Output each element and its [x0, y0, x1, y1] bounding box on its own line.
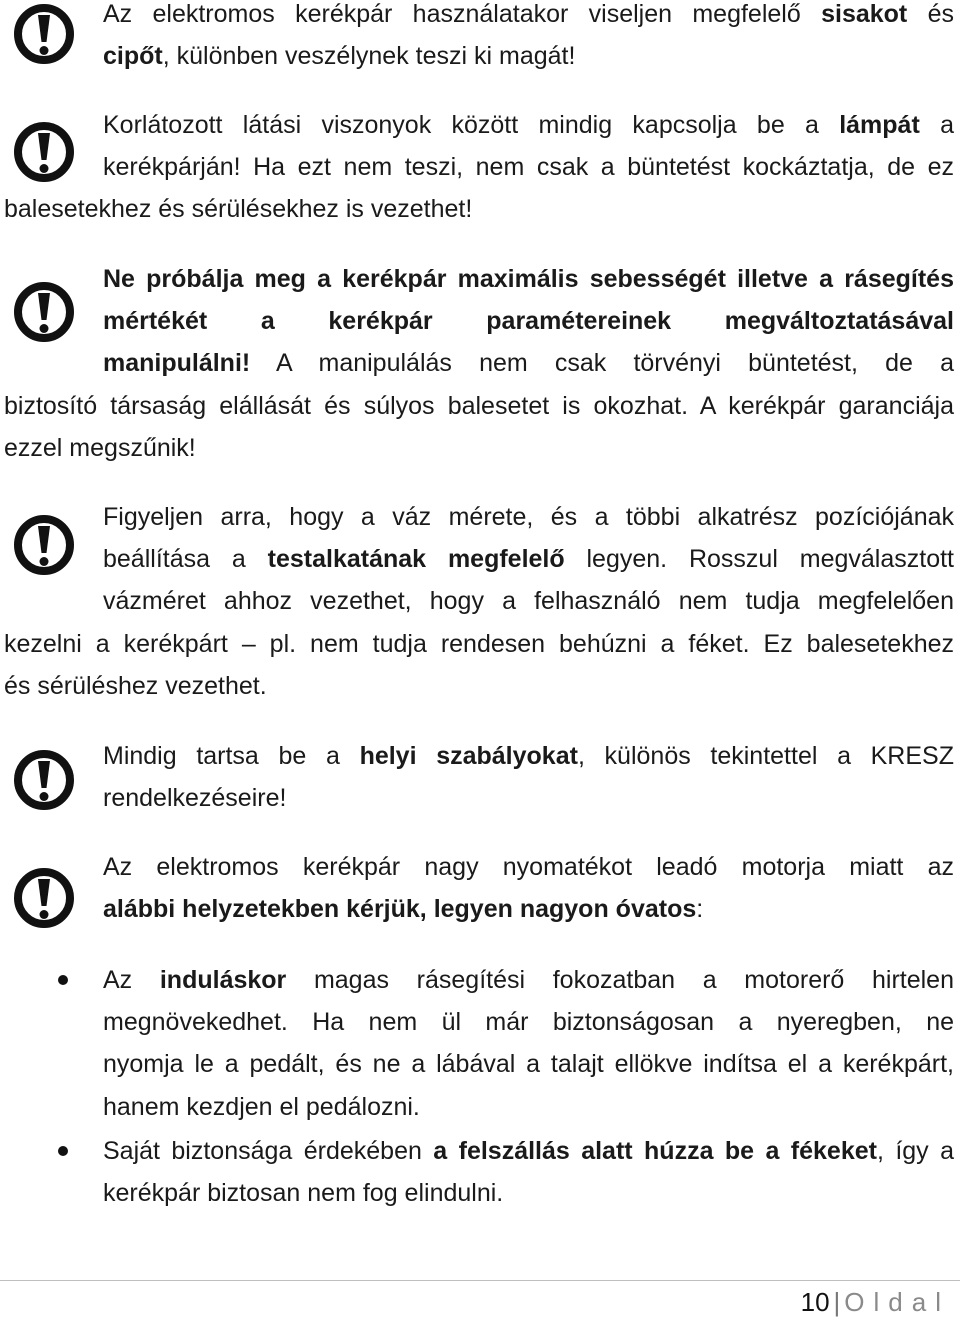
text-line	[4, 735, 954, 777]
text-line	[4, 0, 954, 35]
bold-text: induláskor	[159, 966, 287, 994]
text-run: Figyeljen arra, hogy a váz mérete, és a többi alkatrész pozíciójának	[103, 503, 954, 531]
text-run: kezelni a kerékpárt – pl. nem tudja rendesen behúzni a féket. Ez balesetekhez	[4, 629, 954, 658]
text-line	[4, 146, 954, 188]
text-line	[4, 1043, 954, 1085]
text-run: :	[696, 895, 704, 924]
text-run: nyomja le a pedált, és ne a lábával a talajt ellökve indítsa el a kerékpárt,	[103, 1050, 954, 1079]
bold-text: a felszállás alatt húzza be a fékeket	[433, 1137, 877, 1165]
text-line	[4, 846, 954, 888]
bold-text: alábbi helyzetekben kérjük, legyen nagyon óvatos	[103, 895, 697, 924]
text-line	[4, 959, 954, 1001]
warning-paragraph	[4, 846, 954, 930]
bold-text: testalkatának megfelelő	[267, 545, 565, 574]
text-line	[4, 258, 954, 300]
text-line	[4, 1001, 954, 1043]
text-run: Saját biztonsága érdekében	[103, 1137, 434, 1165]
text-run: Mindig tartsa be a	[103, 742, 360, 770]
warning-paragraph	[4, 0, 954, 77]
text-line	[4, 496, 954, 538]
bold-text: cipőt	[103, 42, 163, 71]
bold-text: helyi szabályokat	[359, 742, 578, 770]
warning-paragraph	[4, 104, 954, 231]
bullet-item	[4, 959, 954, 1128]
text-line	[4, 1130, 954, 1172]
text-line	[4, 188, 954, 230]
warning-paragraph	[4, 735, 954, 819]
text-run: Az elektromos kerékpár használatakor viseljen megfelelő	[103, 0, 822, 28]
text-line	[4, 427, 954, 469]
text-run: vázméret ahhoz vezethet, hogy a felhasználó nem tudja megfelelően	[103, 587, 954, 616]
text-run: megnövekedhet. Ha nem ül már biztonságosan a nyeregben, ne	[103, 1008, 954, 1037]
text-line	[4, 1086, 954, 1128]
page-label: Oldal	[844, 1287, 950, 1317]
text-run: Az	[103, 966, 160, 994]
text-line	[4, 538, 954, 580]
bold-text: lámpát	[839, 111, 920, 139]
bold-text: manipulálni!	[103, 349, 251, 378]
text-run: legyen. Rosszul megválasztott	[564, 545, 954, 574]
bold-text: Ne próbálja meg a kerékpár maximális sebességét illetve a rásegítés	[103, 265, 954, 293]
text-run: biztosító társaság elállását és súlyos balesetet is okozhat. A kerékpár garanciája	[4, 391, 954, 420]
text-run: és sérüléshez vezethet.	[4, 671, 267, 700]
warning-paragraph	[4, 496, 954, 707]
footer-divider	[0, 1280, 960, 1281]
text-run: és	[907, 0, 954, 28]
text-line	[4, 888, 954, 930]
text-line	[4, 1172, 954, 1214]
text-run: balesetekhez és sérülésekhez is vezethet!	[4, 195, 473, 224]
text-line	[4, 580, 954, 622]
page-footer	[801, 1284, 950, 1320]
text-line	[4, 104, 954, 146]
text-run: A manipulálás nem csak törvényi büntetést, de a	[250, 349, 954, 378]
text-run: kerékpárján! Ha ezt nem teszi, nem csak a büntetést kockáztatja, de ez	[103, 153, 954, 182]
text-run: ezzel megszűnik!	[4, 433, 196, 462]
text-run: a	[919, 111, 954, 139]
page-number: 10	[800, 1287, 830, 1317]
bold-text: mértékét a kerékpár paramétereinek megváltoztatásával	[103, 307, 954, 336]
text-line	[4, 342, 954, 384]
text-line	[4, 385, 954, 427]
text-line	[4, 665, 954, 707]
text-run: beállítása a	[103, 545, 268, 574]
warning-paragraph	[4, 258, 954, 469]
text-run: kerékpár biztosan nem fog elindulni.	[103, 1179, 504, 1208]
text-line	[4, 300, 954, 342]
text-run: , különös tekintettel a KRESZ	[577, 742, 954, 770]
text-run: magas rásegítési fokozatban a motorerő hirtelen	[286, 966, 954, 994]
text-run: , így a	[876, 1137, 954, 1165]
text-run: hanem kezdjen el pedálozni.	[103, 1092, 420, 1121]
text-run: Korlátozott látási viszonyok között mindig kapcsolja be a	[103, 111, 840, 139]
text-line	[4, 777, 954, 819]
text-run: rendelkezéseire!	[103, 784, 287, 813]
bullet-item	[4, 1130, 954, 1214]
bold-text: sisakot	[821, 0, 908, 28]
text-run: , különben veszélynek teszi ki magát!	[162, 42, 576, 71]
text-line	[4, 623, 954, 665]
text-run: Az elektromos kerékpár nagy nyomatékot leadó motorja miatt az	[103, 853, 954, 881]
text-line	[4, 35, 954, 77]
footer-separator: |	[833, 1287, 841, 1317]
